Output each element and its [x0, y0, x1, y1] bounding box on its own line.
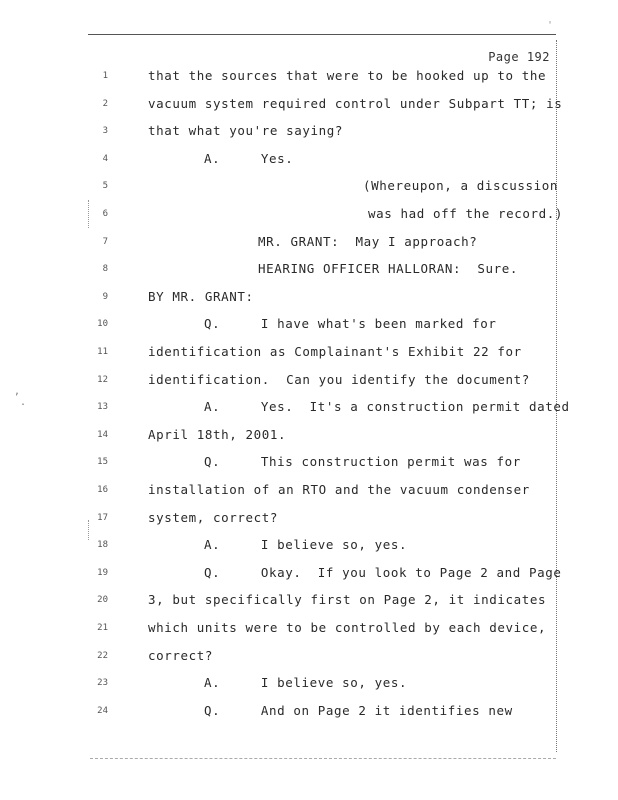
transcript-line: [0, 565, 618, 583]
line-number: 9: [102, 291, 108, 302]
transcript-line: [0, 344, 618, 362]
corner-tick: ': [547, 20, 554, 31]
line-text: Q. This construction permit was for: [204, 454, 521, 470]
line-text: vacuum system required control under Subpart TT; is: [148, 95, 563, 111]
line-text: was had off the record.): [368, 206, 564, 221]
line-text: A. I believe so, yes.: [204, 537, 408, 553]
line-text: Q. And on Page 2 it identifies new: [204, 702, 513, 718]
transcript-line: [0, 675, 618, 693]
transcript-line: [0, 261, 618, 279]
transcript-line: [0, 703, 618, 721]
line-text: system, correct?: [148, 509, 279, 525]
line-number: 7: [102, 236, 108, 247]
line-number: 15: [97, 457, 108, 468]
footer-scan-noise: [90, 758, 556, 762]
line-text: 3, but specifically first on Page 2, it indicates: [148, 592, 547, 608]
transcript-line: [0, 648, 618, 666]
line-number: 13: [97, 402, 108, 413]
line-number: 11: [97, 347, 108, 357]
line-text: installation of an RTO and the vacuum condenser: [148, 482, 530, 497]
line-number: 16: [97, 485, 108, 495]
transcript-line: [0, 372, 618, 390]
transcript-line: [0, 178, 618, 196]
transcript-line: [0, 289, 618, 307]
page-number: Page 192: [488, 50, 550, 64]
transcript-line: [0, 316, 618, 334]
line-number: 12: [97, 374, 108, 385]
transcript-line: [0, 620, 618, 638]
line-number: 6: [102, 209, 108, 219]
line-number: 18: [97, 540, 108, 551]
transcript-line: [0, 206, 618, 224]
transcript-line: [0, 151, 618, 169]
line-number: 24: [97, 705, 108, 716]
line-text: identification as Complainant's Exhibit 22 for: [148, 344, 522, 359]
transcript-line: [0, 234, 618, 252]
transcript-line: [0, 68, 618, 86]
line-number: 10: [97, 319, 108, 330]
line-text: Q. Okay. If you look to Page 2 and Page: [204, 564, 562, 580]
line-text: A. Yes. It's a construction permit dated: [204, 399, 570, 415]
line-text: that the sources that were to be hooked up to the: [148, 68, 547, 83]
line-text: identification. Can you identify the document?: [148, 371, 530, 387]
transcript-line: [0, 482, 618, 500]
line-number: 8: [102, 264, 108, 275]
line-text: correct?: [148, 647, 214, 663]
transcript-line: [0, 399, 618, 417]
line-number: 23: [97, 678, 108, 689]
transcript-line: [0, 454, 618, 472]
line-text: BY MR. GRANT:: [148, 288, 254, 304]
line-text: HEARING OFFICER HALLORAN: Sure.: [258, 261, 519, 277]
line-number: 1: [102, 71, 108, 81]
line-text: which units were to be controlled by each device,: [148, 620, 547, 635]
transcript-line: [0, 427, 618, 445]
header-rule: [88, 34, 556, 35]
line-text: A. I believe so, yes.: [204, 675, 408, 691]
line-number: 20: [97, 595, 108, 606]
transcript-line: [0, 96, 618, 114]
line-text: April 18th, 2001.: [148, 426, 287, 442]
transcript-line: [0, 123, 618, 141]
transcript-line: [0, 510, 618, 528]
line-number: 21: [97, 623, 108, 633]
line-text: A. Yes.: [204, 150, 294, 166]
line-number: 19: [97, 567, 108, 578]
scan-specks: , .: [14, 386, 27, 408]
line-number: 17: [97, 512, 108, 523]
line-number: 3: [102, 126, 108, 137]
line-number: 2: [102, 98, 108, 109]
line-text: that what you're saying?: [148, 123, 344, 139]
line-text: Q. I have what's been marked for: [204, 316, 497, 332]
line-number: 14: [97, 429, 108, 440]
line-number: 5: [102, 181, 108, 192]
line-number: 22: [97, 650, 108, 661]
line-text: MR. GRANT: May I approach?: [258, 233, 478, 249]
transcript-line: [0, 537, 618, 555]
line-number: 4: [102, 153, 108, 164]
line-text: (Whereupon, a discussion: [363, 178, 559, 194]
right-margin-border: [556, 40, 557, 752]
transcript-line: [0, 592, 618, 610]
